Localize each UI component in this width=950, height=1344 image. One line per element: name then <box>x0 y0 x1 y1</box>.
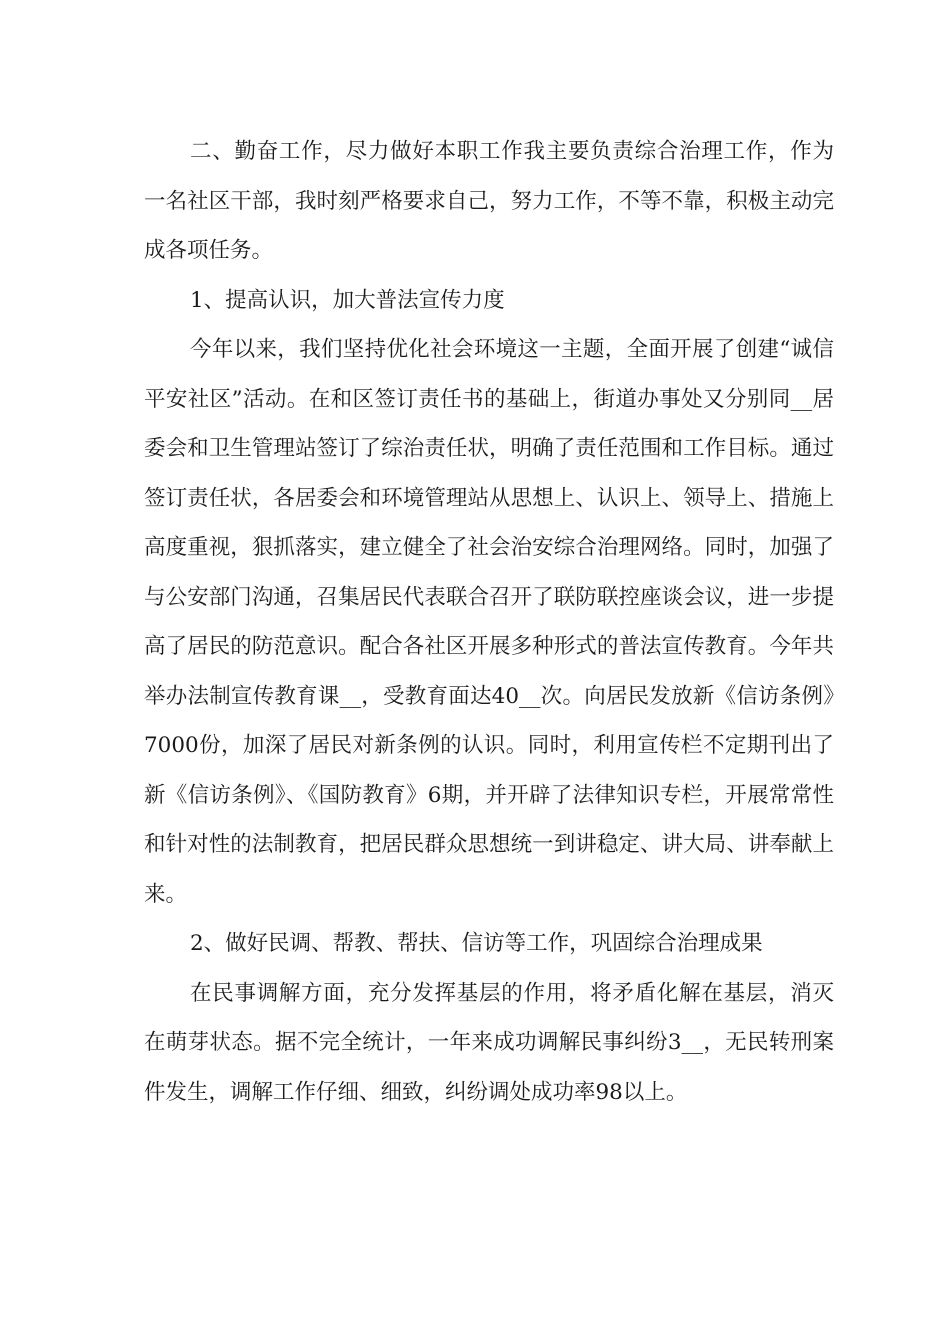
document-body <box>144 127 834 1117</box>
paragraph-mediation: 在民事调解方面，充分发挥基层的作用，将矛盾化解在基层，消灭在萌芽状态。据不完全统计，一年来成功调解民事纠纷3__，无民转刑案件发生，调解工作仔细、细致，纠纷调处成功率98以上。 <box>144 980 834 1105</box>
heading-item-one: 1、提高认识，加大普法宣传力度 <box>190 287 505 313</box>
paragraph-section-two: 二、勤奋工作，尽力做好本职工作我主要负责综合治理工作，作为一名社区干部，我时刻严格要求自己，努力工作，不等不靠，积极主动完成各项任务。 <box>144 139 834 263</box>
paragraph-legal-publicity: 今年以来，我们坚持优化社会环境这一主题，全面开展了创建“诚信平安社区”活动。在和区签订责任书的基础上，街道办事处又分别同__居委会和卫生管理站签订了综治责任状，明确了责任范围和工作目标。通过签订责任状，各居委会和环境管理站从思想上、认识上、领导上、措施上高度重视，狠抓落实，建立健全了社会治安综合治理网络。同时，加强了与公安部门沟通，召集居民代表联合召开了联防联控座谈会议，进一步提高了居民的防范意识。配合各社区开展多种形式的普法宣传教育。今年共举办法制宣传教育课__，受教育面达40__次。向居民发放新《信访条例》7000份，加深了居民对新条例的认识。同时，利用宣传栏不定期刊出了新《信访条例》、《国防教育》6期，并开辟了法律知识专栏，开展常常性和针对性的法制教育，把居民群众思想统一到讲稳定、讲大局、讲奉献上来。 <box>144 337 834 907</box>
heading-item-two: 2、做好民调、帮教、帮扶、信访等工作，巩固综合治理成果 <box>190 931 763 956</box>
